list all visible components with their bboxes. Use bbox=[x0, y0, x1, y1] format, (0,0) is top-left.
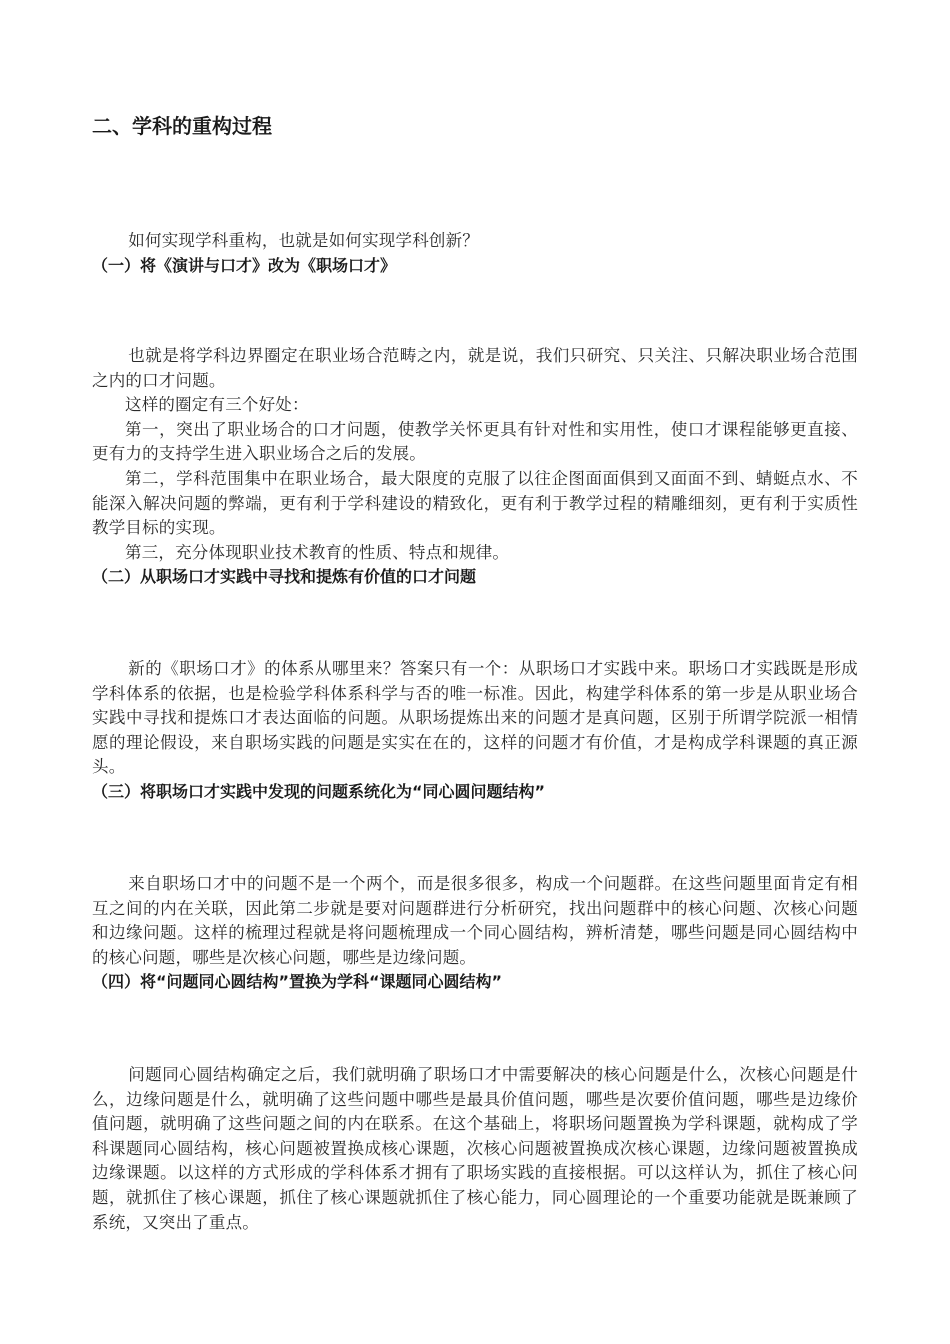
section-1-paragraph-5: 第三，充分体现职业技术教育的性质、特点和规律。 bbox=[125, 542, 510, 562]
section-2-body bbox=[92, 657, 858, 804]
section-4-body bbox=[92, 1063, 858, 1235]
section-heading-3: （三）将职场口才实践中发现的问题系统化为“同心圆问题结构” bbox=[92, 781, 546, 801]
intro-paragraph: 如何实现学科重构，也就是如何实现学科创新？ bbox=[128, 231, 479, 250]
section-1-body bbox=[92, 344, 858, 589]
section-4-paragraph-1: 问题同心圆结构确定之后，我们就明确了职场口才中需要解决的核心问题是什么，次核心问题是什么，边缘问题是什么，就明确了这些问题中哪些是最具价值问题，哪些是次要价值问题，哪些是边缘价值问题，就明确了这些问题之间的内在联系。在这个基础上，将职场问题置换为学科课题，就构成了学科课题同心圆结构，核心问题被置换成核心课题，次核心问题被置换成次核心课题，边缘问题被置换成边缘课题。以这样的方式形成的学科体系才拥有了职场实践的直接根据。可以这样认为，抓住了核心问题，就抓住了核心课题，抓住了核心课题就抓住了核心能力，同心圆理论的一个重要功能就是既兼顾了系统，又突出了重点。 bbox=[92, 1065, 858, 1232]
section-3-body bbox=[92, 872, 858, 994]
section-heading-2: （二）从职场口才实践中寻找和提炼有价值的口才问题 bbox=[92, 567, 477, 587]
section-1-paragraph-3: 第一，突出了职业场合的口才问题，使教学关怀更具有针对性和实用性，使口才课程能够更直接、更有力的支持学生进入职业场合之后的发展。 bbox=[92, 419, 858, 464]
section-1-paragraph-2: 这样的圈定有三个好处： bbox=[125, 395, 309, 415]
section-heading-4: （四）将“问题同心圆结构”置换为学科“课题同心圆结构” bbox=[92, 972, 503, 992]
section-1-paragraph-4: 第二，学科范围集中在职业场合，最大限度的克服了以往企图面面俱到又面面不到、蜻蜓点水、不能深入解决问题的弊端，更有利于学科建设的精致化，更有利于教学过程的精雕细刻，更有利于实质性教学目标的实现。 bbox=[92, 468, 858, 538]
section-3-paragraph-1: 来自职场口才中的问题不是一个两个，而是很多很多，构成一个问题群。在这些问题里面肯定有相互之间的内在关联，因此第二步就是要对问题群进行分析研究，找出问题群中的核心问题、次核心问题和边缘问题。这样的梳理过程就是将问题梳理成一个同心圆结构，辨析清楚，哪些问题是同心圆结构中的核心问题，哪些是次核心问题，哪些是边缘问题。 bbox=[92, 874, 858, 967]
section-1-paragraph-1: 也就是将学科边界圈定在职业场合范畴之内，就是说，我们只研究、只关注、只解决职业场合范围之内的口才问题。 bbox=[92, 346, 858, 390]
chapter-title: 二、学科的重构过程 bbox=[92, 114, 272, 138]
section-heading-1: （一）将《演讲与口才》改为《职场口才》 bbox=[92, 255, 397, 275]
section-2-paragraph-1: 新的《职场口才》的体系从哪里来？答案只有一个：从职场口才实践中来。职场口才实践既是形成学科体系的依据，也是检验学科体系科学与否的唯一标准。因此，构建学科体系的第一步是从职业场合实践中寻找和提炼口才表达面临的问题。从职场提炼出来的问题才是真问题，区别于所谓学院派一相情愿的理论假设，来自职场实践的问题是实实在在的，这样的问题才有价值，才是构成学科课题的真正源头。 bbox=[92, 659, 858, 777]
intro-block bbox=[92, 229, 858, 278]
